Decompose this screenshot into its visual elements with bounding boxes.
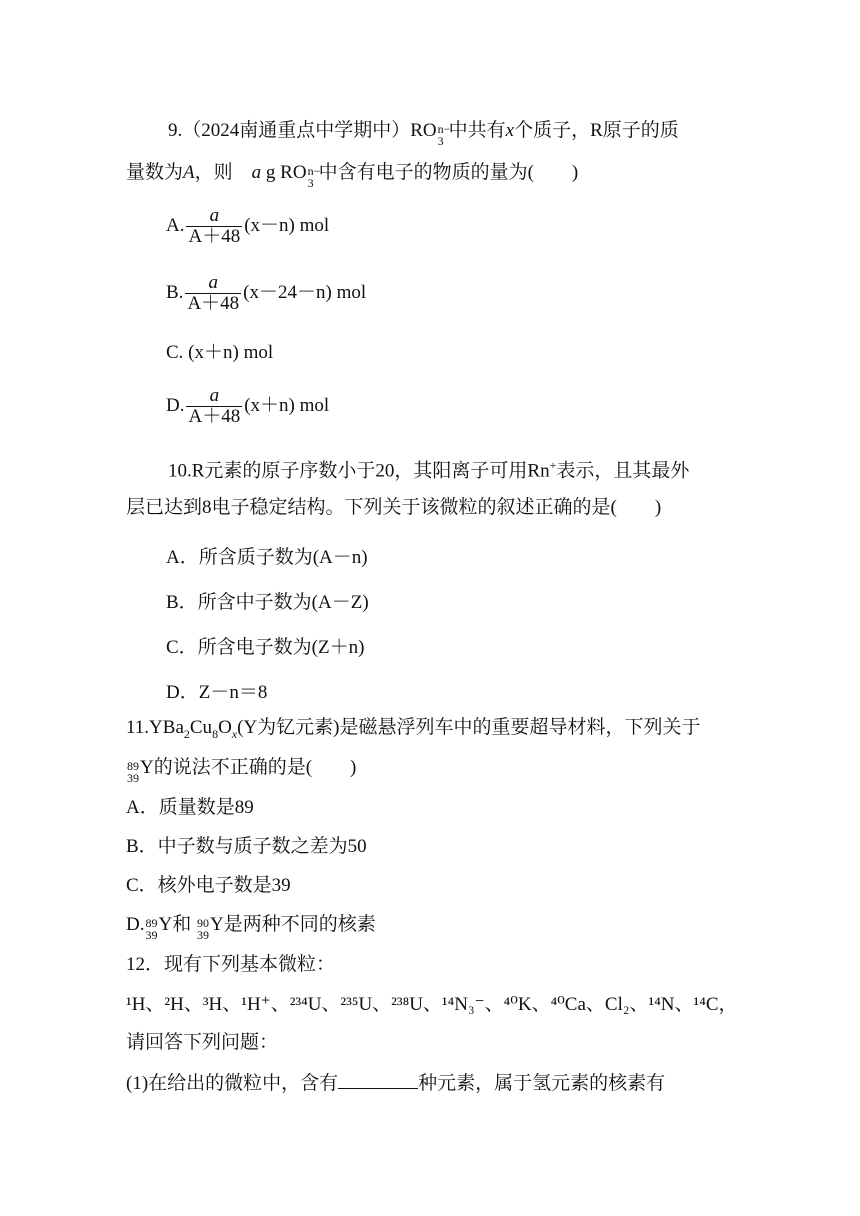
subscript: x bbox=[231, 726, 238, 741]
q9-option-b bbox=[166, 273, 366, 314]
q10-option-b bbox=[166, 590, 369, 616]
fraction bbox=[185, 273, 241, 314]
q9-option-c bbox=[166, 340, 273, 366]
option-text: C．核外电子数是39 bbox=[126, 875, 291, 896]
subscript: 2 bbox=[183, 726, 190, 741]
ion-charge bbox=[307, 163, 321, 190]
q9-line1 bbox=[168, 118, 679, 148]
q10-text: 层已达到8电子稳定结构。下列关于该微粒的叙述正确的是( ) bbox=[126, 497, 662, 518]
var-A: A bbox=[183, 162, 195, 183]
isotope-notation: 90 39 bbox=[196, 915, 209, 942]
q12-text: 种元素，属于氢元素的核素有 bbox=[418, 1073, 666, 1094]
option-label: B. bbox=[166, 281, 184, 303]
q11-option-c bbox=[126, 873, 291, 899]
q11-text: O bbox=[218, 717, 232, 738]
q10-option-a bbox=[166, 545, 368, 571]
superscript: + bbox=[549, 458, 557, 472]
option-label: D. bbox=[126, 914, 145, 935]
q10-line2 bbox=[126, 495, 661, 521]
q11-option-a bbox=[126, 795, 254, 821]
option-label: D. bbox=[166, 394, 185, 416]
numerator: a bbox=[186, 386, 242, 407]
q10-text: 表示，且其最外 bbox=[556, 460, 690, 482]
q12-particles bbox=[126, 992, 738, 1018]
q9-option-a bbox=[166, 206, 329, 247]
q9-option-d bbox=[166, 386, 329, 427]
q12-line3 bbox=[126, 1030, 278, 1056]
option-label: A. bbox=[166, 214, 185, 236]
q9-line2 bbox=[126, 160, 579, 190]
q10-line1 bbox=[168, 452, 689, 484]
option-text: Y和 bbox=[158, 914, 192, 935]
subscript: 8 bbox=[212, 726, 219, 741]
q11-text: Y的说法不正确的是( ) bbox=[140, 757, 357, 778]
q11-option-b bbox=[126, 834, 367, 860]
q9-text: ，则 bbox=[194, 162, 233, 183]
denominator: A＋48 bbox=[187, 293, 240, 314]
ion-exp: n− bbox=[307, 163, 321, 178]
isotope-notation: 89 39 bbox=[145, 915, 158, 942]
var-a: a bbox=[251, 162, 262, 183]
fraction bbox=[186, 386, 242, 427]
particle-list: ¹H、²H、³H、¹H⁺、²³⁴U、²³⁵U、²³⁸U、¹⁴N₃⁻、⁴⁰K、⁴⁰Ca、Cl₂、¹⁴N、¹⁴C， bbox=[126, 994, 738, 1015]
option-text: C．所含电子数为(Z＋n) bbox=[166, 637, 365, 658]
q11-text: Cu bbox=[189, 717, 213, 738]
q10-option-c bbox=[166, 635, 364, 661]
q11-option-d bbox=[126, 912, 376, 942]
q12-line1 bbox=[126, 952, 335, 978]
q9-line1-text: 9.（2024南通重点中学期中）RO bbox=[168, 120, 437, 141]
denominator: A＋48 bbox=[188, 406, 241, 427]
q9-text: 量数为 bbox=[126, 162, 184, 183]
isotope-notation: 89 39 bbox=[127, 758, 139, 785]
q11-line1 bbox=[126, 715, 701, 747]
option-text: D．Z－n＝8 bbox=[166, 682, 268, 703]
option-text: (x－24－n) mol bbox=[243, 281, 367, 303]
option-text: C. (x＋n) mol bbox=[166, 342, 274, 363]
q12-text: 12．现有下列基本微粒： bbox=[126, 954, 336, 975]
q11-line2 bbox=[126, 755, 357, 785]
q9-text: 个质子，R原子的质 bbox=[514, 120, 679, 141]
q12-line4 bbox=[126, 1070, 665, 1097]
q11-text: 11.YBa bbox=[126, 717, 184, 738]
q9-text: 中共有 bbox=[448, 120, 506, 141]
option-text: B．中子数与质子数之差为50 bbox=[126, 836, 367, 857]
q10-text: 10.R元素的原子序数小于20，其阳离子可用Rn bbox=[168, 460, 550, 482]
fraction bbox=[186, 206, 242, 247]
option-text: (x＋n) mol bbox=[244, 394, 330, 416]
option-text: B．所含中子数为(A－Z) bbox=[166, 592, 369, 613]
q9-text: 中含有电子的物质的量为( ) bbox=[318, 162, 579, 183]
q9-text: g RO bbox=[265, 162, 307, 183]
option-text: Y是两种不同的核素 bbox=[209, 914, 376, 935]
ion-charge bbox=[437, 121, 451, 148]
q12-text: 请回答下列问题： bbox=[126, 1032, 279, 1053]
numerator: a bbox=[185, 273, 241, 294]
q10-option-d bbox=[166, 680, 267, 706]
option-text: A．质量数是89 bbox=[126, 797, 254, 818]
q11-text: (Y为钇元素)是磁悬浮列车中的重要超导材料，下列关于 bbox=[237, 717, 701, 738]
var-x: x bbox=[505, 120, 515, 141]
q12-text: (1)在给出的微粒中，含有 bbox=[126, 1073, 339, 1094]
numerator: a bbox=[186, 206, 242, 227]
denominator: A＋48 bbox=[188, 226, 241, 247]
ion-sub: 3 bbox=[437, 133, 444, 148]
ion-exp: n− bbox=[437, 121, 451, 136]
ion-sub: 3 bbox=[307, 175, 314, 190]
option-text: A．所含质子数为(A－n) bbox=[166, 547, 368, 568]
answer-blank[interactable] bbox=[338, 1070, 418, 1089]
option-text: (x－n) mol bbox=[244, 214, 330, 236]
